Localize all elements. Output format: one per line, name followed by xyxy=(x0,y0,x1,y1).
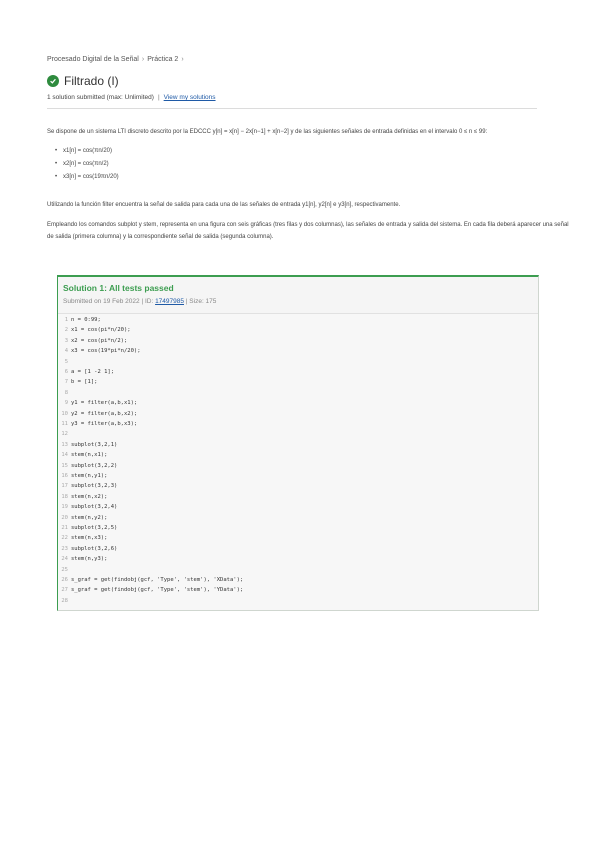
code-line xyxy=(58,451,107,459)
signal-item: • x3[n] = cos(19πn/20) xyxy=(63,174,119,180)
code-text: stem(n,y2); xyxy=(71,514,108,521)
code-line xyxy=(58,503,117,511)
code-text: subplot(3,2,2) xyxy=(71,462,118,469)
line-number: 23 xyxy=(61,545,68,552)
solution-size: Size: 175 xyxy=(189,298,217,305)
line-number: 27 xyxy=(61,587,68,594)
code-text: y1 = filter(a,b,x1); xyxy=(71,400,138,407)
code-text: subplot(3,2,4) xyxy=(71,504,118,511)
code-line xyxy=(58,378,98,386)
line-number: 17 xyxy=(61,483,68,490)
code-text: x3 = cos(19*pi*n/20); xyxy=(71,348,141,355)
code-text: subplot(3,2,3) xyxy=(71,483,118,490)
code-line xyxy=(58,347,141,355)
separator: | xyxy=(185,298,190,305)
divider xyxy=(47,108,537,109)
solution-meta xyxy=(63,298,216,305)
breadcrumb xyxy=(47,56,187,63)
code-text: stem(n,x2); xyxy=(71,493,108,500)
code-text: subplot(3,2,6) xyxy=(71,545,118,552)
signal-item: • x1[n] = cos(πn/20) xyxy=(63,148,112,154)
line-number: 28 xyxy=(61,597,68,604)
code-text: x1 = cos(pi*n/20); xyxy=(71,327,131,334)
code-line xyxy=(58,389,71,397)
code-text: subplot(3,2,5) xyxy=(71,525,118,531)
code-line xyxy=(58,555,107,563)
code-line xyxy=(58,316,101,324)
line-number: 11 xyxy=(61,421,68,427)
code-text: stem(n,x3); xyxy=(71,535,108,542)
code-line xyxy=(58,399,137,407)
line-number: 18 xyxy=(61,493,68,500)
line-number: 20 xyxy=(61,514,68,521)
code-text: s_graf = get(findobj(gcf, 'Type', 'stem'), 'XData'); xyxy=(71,577,244,583)
problem-title: Filtrado (I) xyxy=(64,74,119,88)
intro-paragraph: Se dispone de un sistema LTI discreto descrito por la EDCCC y[n] = x[n] − 2x[n−1] + x[n−2] y de las siguientes señales de entrada definidas en el intervalo 0 ≤ n ≤ 99: xyxy=(47,129,488,135)
breadcrumb-course[interactable]: Procesado Digital de la Señal xyxy=(47,56,139,63)
view-solutions-link[interactable]: View my solutions xyxy=(163,94,216,101)
line-number: 9 xyxy=(64,400,68,407)
code-text: n = 0:99; xyxy=(71,317,101,323)
solution-status xyxy=(47,94,216,101)
problem-header xyxy=(47,74,119,88)
line-number: 22 xyxy=(61,535,68,542)
code-block xyxy=(58,314,538,610)
code-line xyxy=(58,534,107,542)
code-line xyxy=(58,420,137,428)
code-text: y2 = filter(a,b,x2); xyxy=(71,410,138,417)
breadcrumb-separator: › xyxy=(181,56,184,63)
code-text: s_graf = get(findobj(gcf, 'Type', 'stem'), 'YData'); xyxy=(71,587,244,594)
id-label: ID: xyxy=(144,298,154,305)
check-icon xyxy=(47,75,59,87)
line-number: 26 xyxy=(61,577,68,583)
code-text: y3 = filter(a,b,x3); xyxy=(71,421,138,427)
line-number: 19 xyxy=(61,504,68,511)
code-line xyxy=(58,410,137,418)
line-number: 4 xyxy=(64,348,68,355)
solution-card xyxy=(57,275,539,611)
code-line xyxy=(58,514,107,522)
code-line xyxy=(58,326,131,334)
code-line xyxy=(58,462,117,470)
code-line xyxy=(58,472,107,480)
code-text: x2 = cos(pi*n/2); xyxy=(71,337,128,344)
line-number: 16 xyxy=(61,473,68,479)
line-number: 8 xyxy=(64,389,68,396)
line-number: 21 xyxy=(61,525,68,531)
separator: | xyxy=(141,298,145,305)
line-number: 6 xyxy=(64,369,68,375)
subplot-paragraph-cont: de salida (primera columna) y la correspondiente señal de salida (segunda columna). xyxy=(47,234,274,240)
line-number: 12 xyxy=(61,431,68,438)
code-line xyxy=(58,368,114,376)
code-line xyxy=(58,566,71,574)
code-line xyxy=(58,441,117,449)
line-number: 10 xyxy=(61,410,68,417)
line-number: 1 xyxy=(64,317,68,323)
line-number: 24 xyxy=(61,556,68,563)
code-line xyxy=(58,586,243,594)
subplot-paragraph: Empleando los comandos subplot y stem, representa en una figura con seis gráficas (tres filas y dos columnas), las señales de entrada y salida del sistema. En cada fila deberá aparecer una señal xyxy=(47,222,569,228)
line-number: 25 xyxy=(61,566,68,573)
line-number: 13 xyxy=(61,441,68,448)
code-text: stem(n,y3); xyxy=(71,556,108,563)
separator: | xyxy=(157,94,160,101)
code-line xyxy=(58,597,71,605)
code-text: stem(n,y1); xyxy=(71,473,108,479)
solution-title: Solution 1: All tests passed xyxy=(63,283,174,293)
line-number: 2 xyxy=(64,327,68,334)
code-line xyxy=(58,337,127,345)
signal-item: • x2[n] = cos(πn/2) xyxy=(63,161,109,167)
code-line xyxy=(58,524,117,532)
code-text: b = [1]; xyxy=(71,379,98,386)
breadcrumb-separator: › xyxy=(141,56,145,63)
submitted-date: Submitted on 19 Feb 2022 xyxy=(63,298,140,305)
solution-count: 1 solution submitted (max: Unlimited) xyxy=(47,94,154,101)
code-line xyxy=(58,430,71,438)
code-line xyxy=(58,493,107,501)
solution-header xyxy=(58,277,538,314)
code-text: subplot(3,2,1) xyxy=(71,441,118,448)
line-number: 14 xyxy=(61,452,68,459)
code-line xyxy=(58,545,117,553)
code-line xyxy=(58,482,117,490)
filter-paragraph: Utilizando la función filter encuentra la señal de salida para cada una de las señales de entrada y1[n], y2[n] e y3[n], respectivamente. xyxy=(47,202,401,208)
code-line xyxy=(58,358,71,366)
code-text: stem(n,x1); xyxy=(71,452,108,459)
code-text: a = [1 -2 1]; xyxy=(71,369,115,375)
solution-id-link[interactable]: 17497985 xyxy=(155,298,184,305)
line-number: 7 xyxy=(64,379,68,386)
code-line xyxy=(58,576,243,584)
breadcrumb-practice[interactable]: Práctica 2 xyxy=(147,56,179,63)
line-number: 15 xyxy=(61,462,68,469)
line-number: 5 xyxy=(64,358,68,365)
line-number: 3 xyxy=(64,337,68,344)
